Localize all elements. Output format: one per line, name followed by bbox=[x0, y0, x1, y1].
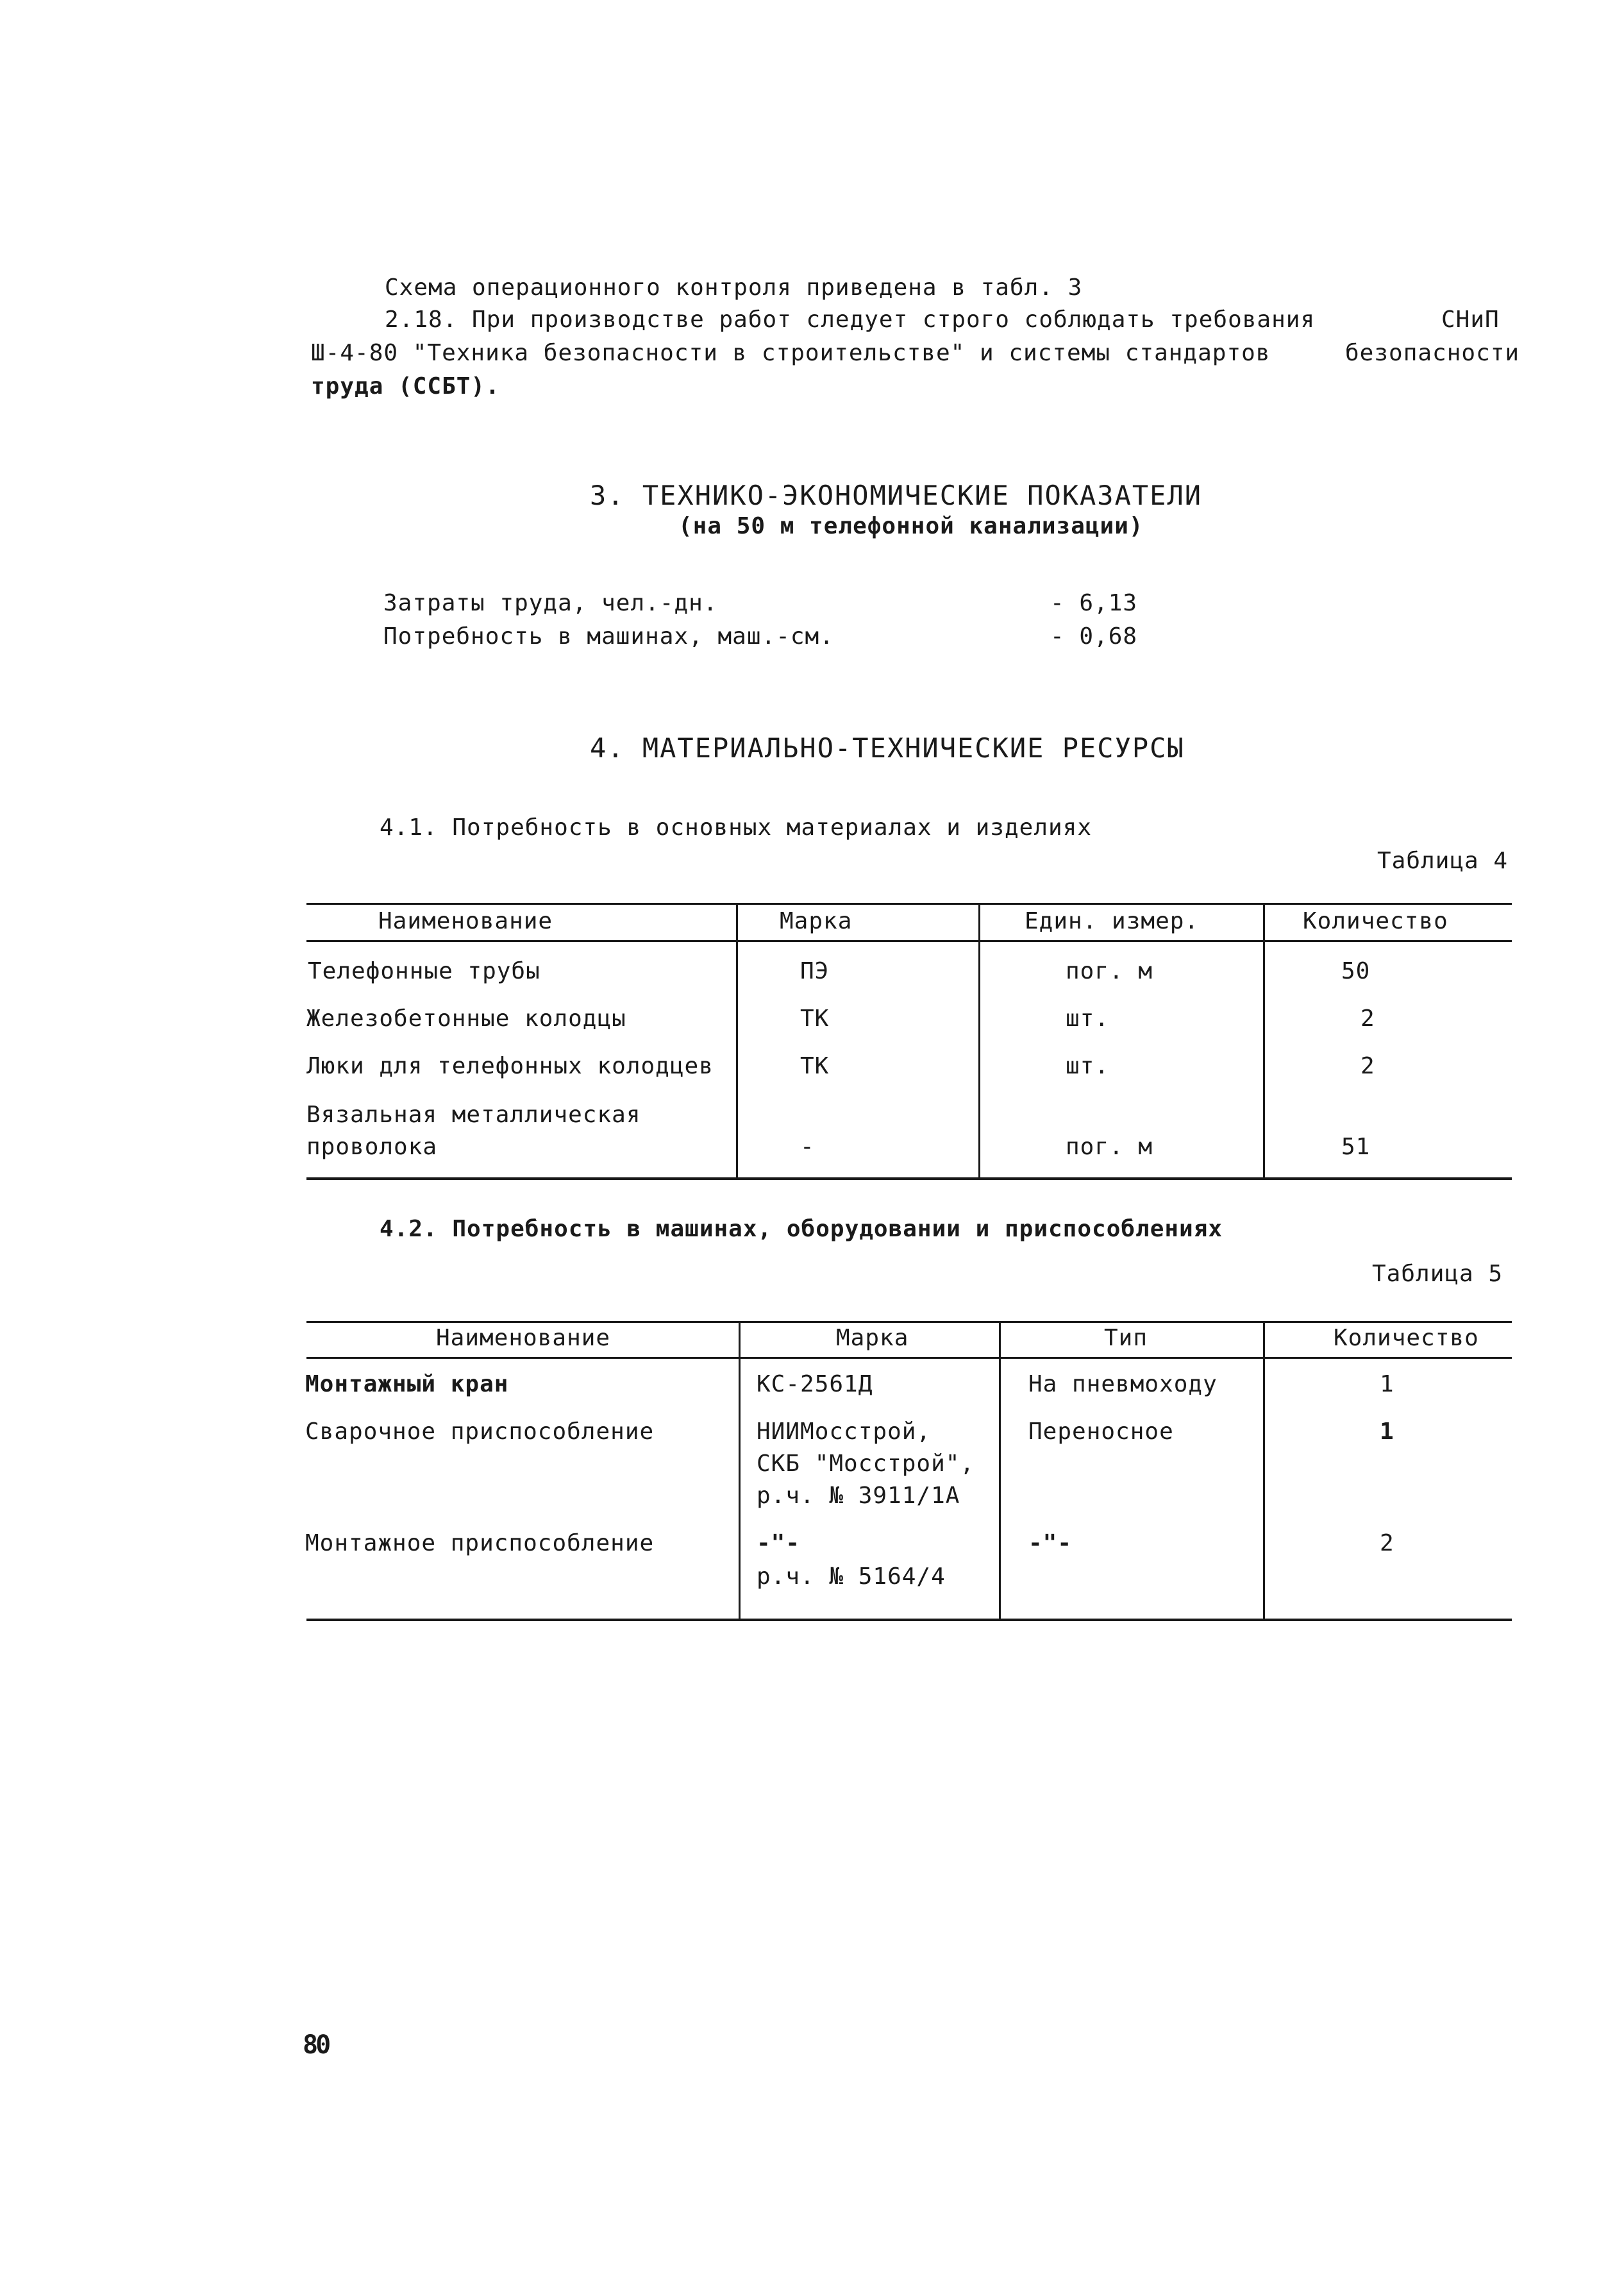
table5-row1-type: На пневмоходу bbox=[1028, 1371, 1218, 1397]
table4-row5-mark: - bbox=[800, 1134, 815, 1160]
table5-row1-name: Монтажный кран bbox=[305, 1371, 509, 1397]
table4-row1-mark: ПЭ bbox=[800, 958, 830, 984]
table5-row2-mark: НИИМосстрой, bbox=[757, 1418, 932, 1445]
intro-line-2-snip: СНиП bbox=[1441, 307, 1500, 333]
table5-header-mark: Марка bbox=[836, 1325, 909, 1351]
subsection-4-1-title: 4.1. Потребность в основных материалах и изделиях bbox=[380, 814, 1092, 841]
table4-header-unit: Един. измер. bbox=[1025, 908, 1200, 934]
intro-line-1: Схема операционного контроля приведена в табл. 3 bbox=[385, 274, 1083, 301]
table4-caption: Таблица 4 bbox=[1377, 848, 1509, 874]
table5-header-type: Тип bbox=[1104, 1325, 1148, 1351]
table4-header-qty: Количество bbox=[1303, 908, 1448, 934]
table5-header-name: Наименование bbox=[436, 1325, 611, 1351]
table4-row2-mark: ТК bbox=[800, 1006, 830, 1032]
indicator-label-1: Затраты труда, чел.-дн. bbox=[383, 590, 718, 616]
table4-row3-mark: ТК bbox=[800, 1053, 830, 1079]
table4-row1-unit: пог. м bbox=[1066, 958, 1153, 984]
table5-row1-qty: 1 bbox=[1380, 1371, 1394, 1397]
table4-row3-name: Люки для телефонных колодцев bbox=[306, 1053, 714, 1079]
table4-row3-unit: шт. bbox=[1066, 1053, 1110, 1079]
intro-line-4: труда (ССБТ). bbox=[311, 373, 500, 400]
table5-row2-type: Переносное bbox=[1028, 1418, 1174, 1445]
table4-row4-name: Вязальная металлическая bbox=[306, 1102, 641, 1128]
table5-row3-type: -"- bbox=[1028, 1530, 1073, 1556]
section3-subtitle: (на 50 м телефонной канализации) bbox=[678, 513, 1144, 539]
intro-line-2: 2.18. При производстве работ следует строго соблюдать требования bbox=[385, 307, 1316, 333]
table4-row5-name: проволока bbox=[306, 1134, 438, 1160]
table4-row5-unit: пог. м bbox=[1066, 1134, 1153, 1160]
table5-row3-name: Монтажное приспособление bbox=[305, 1530, 655, 1556]
table5-row3-mark: -"- bbox=[757, 1530, 801, 1556]
table5-row3-mark-cont: р.ч. № 5164/4 bbox=[757, 1563, 946, 1590]
table4-header-mark: Марка bbox=[780, 908, 853, 934]
intro-line-3: Ш-4-80 "Техника безопасности в строительстве" и системы стандартов bbox=[311, 340, 1271, 366]
table5-row2-name: Сварочное приспособление bbox=[305, 1418, 655, 1445]
table5-row1-mark: КС-2561Д bbox=[757, 1371, 873, 1397]
indicator-value-1: - 6,13 bbox=[1050, 590, 1138, 616]
table4-row2-unit: шт. bbox=[1066, 1006, 1110, 1032]
subsection-4-2-title: 4.2. Потребность в машинах, оборудовании и приспособлениях bbox=[380, 1216, 1223, 1242]
table4-row2-qty: 2 bbox=[1360, 1006, 1375, 1032]
intro-line-3-end: безопасности bbox=[1345, 340, 1520, 366]
table5-row2-mark-cont-2: р.ч. № 3911/1А bbox=[757, 1483, 960, 1509]
indicator-value-2: - 0,68 bbox=[1050, 623, 1138, 650]
table5-row2-qty: 1 bbox=[1380, 1418, 1394, 1445]
table4-row2-name: Железобетонные колодцы bbox=[306, 1006, 626, 1032]
section4-title: 4. МАТЕРИАЛЬНО-ТЕХНИЧЕСКИЕ РЕСУРСЫ bbox=[590, 732, 1185, 764]
table4-row1-qty: 50 bbox=[1341, 958, 1371, 984]
table4-row1-name: Телефонные трубы bbox=[308, 958, 540, 984]
table5-row2-mark-cont-1: СКБ "Мосстрой", bbox=[757, 1451, 975, 1477]
table5-caption: Таблица 5 bbox=[1372, 1261, 1503, 1287]
table5-row3-qty: 2 bbox=[1380, 1530, 1394, 1556]
section3-title: 3. ТЕХНИКО-ЭКОНОМИЧЕСКИЕ ПОКАЗАТЕЛИ bbox=[590, 480, 1203, 511]
table5-header-qty: Количество bbox=[1334, 1325, 1479, 1351]
table4-row3-qty: 2 bbox=[1360, 1053, 1375, 1079]
table4-row5-qty: 51 bbox=[1341, 1134, 1371, 1160]
page-number: 80 bbox=[303, 2030, 329, 2060]
indicator-label-2: Потребность в машинах, маш.-см. bbox=[383, 623, 834, 650]
table4-header-name: Наименование bbox=[378, 908, 553, 934]
